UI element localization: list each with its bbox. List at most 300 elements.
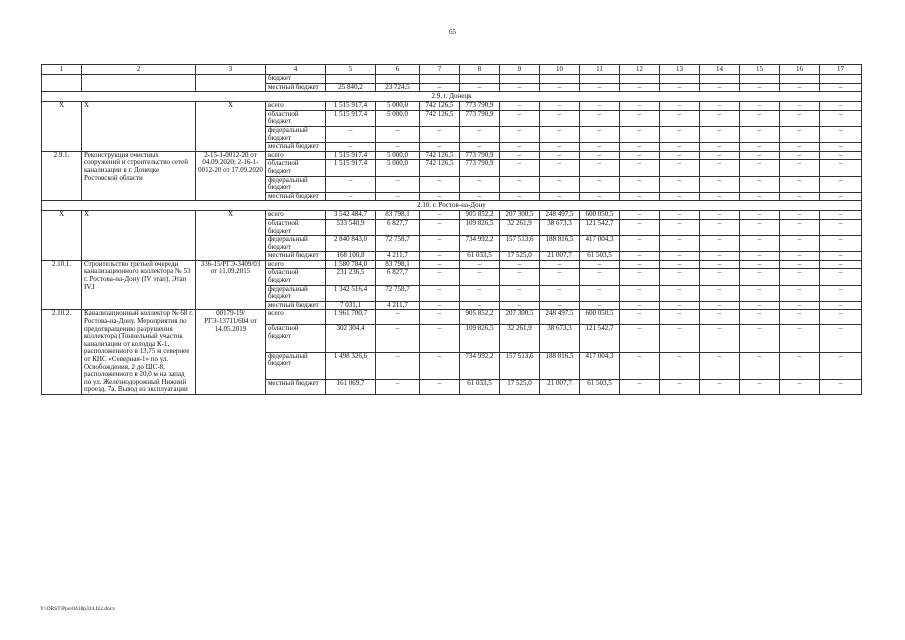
- value-cell: –: [780, 219, 820, 235]
- value-cell: –: [820, 352, 862, 380]
- item-number: 2.9.1.: [42, 151, 82, 201]
- funding-source-label: местный бюджет: [266, 143, 326, 152]
- value-cell: –: [660, 176, 700, 192]
- value-cell: 5 000,0: [376, 151, 420, 160]
- value-cell: 1 515 917,4: [326, 160, 376, 176]
- value-cell: –: [420, 236, 460, 252]
- value-cell: –: [500, 192, 540, 201]
- item-description: [82, 75, 196, 92]
- value-cell: –: [620, 110, 660, 126]
- funding-source-label: местный бюджет: [266, 192, 326, 201]
- value-cell: 38 673,3: [540, 219, 580, 235]
- value-cell: [326, 75, 376, 84]
- value-cell: –: [660, 192, 700, 201]
- value-cell: –: [740, 126, 780, 142]
- value-cell: 1 498 326,6: [326, 352, 376, 380]
- column-number-cell: 1: [42, 65, 82, 75]
- value-cell: –: [820, 269, 862, 285]
- funding-source-label: местный бюджет: [266, 301, 326, 310]
- value-cell: [620, 75, 660, 84]
- value-cell: –: [420, 143, 460, 152]
- value-cell: –: [540, 260, 580, 269]
- value-cell: –: [376, 325, 420, 353]
- value-cell: –: [420, 325, 460, 353]
- value-cell: –: [660, 252, 700, 261]
- value-cell: –: [780, 151, 820, 160]
- item-description: Строительство третьей очереди канализационного коллектора № 53 г. Ростова-на-Дону (IV этап). Этап IV.I: [82, 260, 196, 310]
- value-cell: –: [376, 310, 420, 325]
- value-cell: 6 827,7: [376, 219, 420, 235]
- item-number: 2.10.2.: [42, 310, 82, 395]
- value-cell: –: [660, 219, 700, 235]
- item-document: 2-15-1-0012-20 от 04.09.2020; 2-16-1-0012-20 от 17.09.2020: [196, 151, 266, 201]
- value-cell: –: [500, 260, 540, 269]
- value-cell: 109 826,5: [460, 325, 500, 353]
- value-cell: –: [620, 211, 660, 220]
- value-cell: –: [420, 310, 460, 325]
- value-cell: –: [780, 301, 820, 310]
- value-cell: –: [780, 285, 820, 301]
- value-cell: –: [740, 219, 780, 235]
- value-cell: 773 790,9: [460, 151, 500, 160]
- table-row: [42, 211, 862, 220]
- table-row: [42, 260, 862, 269]
- value-cell: 5 000,0: [376, 102, 420, 111]
- funding-source-label: областной бюджет: [266, 110, 326, 126]
- value-cell: –: [620, 352, 660, 380]
- value-cell: –: [376, 143, 420, 152]
- value-cell: –: [700, 151, 740, 160]
- value-cell: 17 525,0: [500, 380, 540, 395]
- value-cell: –: [620, 219, 660, 235]
- value-cell: –: [700, 160, 740, 176]
- page-number: 65: [449, 28, 456, 36]
- value-cell: 417 004,3: [580, 236, 620, 252]
- value-cell: 742 126,5: [420, 160, 460, 176]
- item-number: [42, 75, 82, 92]
- item-description: X: [82, 211, 196, 261]
- value-cell: 742 126,5: [420, 151, 460, 160]
- value-cell: –: [780, 211, 820, 220]
- value-cell: [700, 75, 740, 84]
- value-cell: –: [780, 269, 820, 285]
- value-cell: –: [460, 143, 500, 152]
- value-cell: 5 000,0: [376, 160, 420, 176]
- value-cell: –: [540, 110, 580, 126]
- value-cell: –: [460, 269, 500, 285]
- value-cell: –: [820, 211, 862, 220]
- value-cell: 600 050,5: [580, 310, 620, 325]
- value-cell: –: [820, 236, 862, 252]
- budget-table: [41, 64, 862, 395]
- value-cell: –: [660, 325, 700, 353]
- item-document: 00179-19/РГЭ-13711/604 от 14.05.2019: [196, 310, 266, 395]
- value-cell: –: [740, 252, 780, 261]
- value-cell: 4 211,7: [376, 252, 420, 261]
- value-cell: –: [580, 110, 620, 126]
- value-cell: –: [580, 269, 620, 285]
- value-cell: –: [700, 102, 740, 111]
- value-cell: –: [500, 102, 540, 111]
- value-cell: 161 069,7: [326, 380, 376, 395]
- value-cell: –: [580, 102, 620, 111]
- value-cell: –: [540, 176, 580, 192]
- column-number-row: [42, 65, 862, 75]
- value-cell: 1 515 917,4: [326, 102, 376, 111]
- value-cell: 61 033,5: [460, 252, 500, 261]
- value-cell: –: [740, 285, 780, 301]
- value-cell: –: [420, 176, 460, 192]
- value-cell: –: [660, 380, 700, 395]
- value-cell: 7 031,1: [326, 301, 376, 310]
- value-cell: –: [500, 83, 540, 92]
- value-cell: –: [660, 126, 700, 142]
- funding-source-label: федеральный бюджет: [266, 236, 326, 252]
- value-cell: 21 007,7: [540, 252, 580, 261]
- value-cell: 121 542,7: [580, 219, 620, 235]
- funding-source-label: федеральный бюджет: [266, 285, 326, 301]
- value-cell: –: [500, 151, 540, 160]
- value-cell: –: [420, 126, 460, 142]
- value-cell: –: [620, 143, 660, 152]
- value-cell: –: [780, 260, 820, 269]
- value-cell: –: [700, 260, 740, 269]
- value-cell: –: [820, 102, 862, 111]
- value-cell: 734 992,2: [460, 236, 500, 252]
- item-number: X: [42, 211, 82, 261]
- value-cell: 83 798,1: [376, 260, 420, 269]
- value-cell: –: [700, 126, 740, 142]
- value-cell: –: [460, 83, 500, 92]
- value-cell: [540, 75, 580, 84]
- value-cell: 72 758,7: [376, 285, 420, 301]
- value-cell: 773 790,9: [460, 160, 500, 176]
- table-row: [42, 310, 862, 325]
- value-cell: –: [740, 110, 780, 126]
- footer-file-path: Y:\ORST\Ppo\0418p324.f22.docx: [40, 606, 115, 612]
- table-body: [42, 65, 862, 395]
- column-number-cell: 12: [620, 65, 660, 75]
- value-cell: 157 513,6: [500, 236, 540, 252]
- funding-source-label: бюджет: [266, 75, 326, 84]
- value-cell: 6 827,7: [376, 269, 420, 285]
- table-row: [42, 75, 862, 84]
- value-cell: –: [700, 143, 740, 152]
- value-cell: –: [660, 352, 700, 380]
- value-cell: –: [700, 269, 740, 285]
- value-cell: –: [620, 285, 660, 301]
- value-cell: 109 826,5: [460, 219, 500, 235]
- value-cell: –: [420, 192, 460, 201]
- value-cell: [820, 75, 862, 84]
- value-cell: –: [540, 151, 580, 160]
- value-cell: –: [700, 252, 740, 261]
- value-cell: –: [780, 236, 820, 252]
- value-cell: 188 816,5: [540, 236, 580, 252]
- section-row: [42, 201, 862, 211]
- value-cell: –: [700, 176, 740, 192]
- value-cell: 61 503,5: [580, 252, 620, 261]
- value-cell: –: [780, 102, 820, 111]
- value-cell: –: [460, 260, 500, 269]
- column-number-cell: 11: [580, 65, 620, 75]
- value-cell: –: [780, 310, 820, 325]
- value-cell: –: [420, 301, 460, 310]
- value-cell: 905 852,2: [460, 211, 500, 220]
- value-cell: –: [740, 160, 780, 176]
- value-cell: –: [700, 236, 740, 252]
- value-cell: –: [500, 269, 540, 285]
- value-cell: –: [660, 160, 700, 176]
- funding-source-label: всего: [266, 310, 326, 325]
- value-cell: –: [580, 160, 620, 176]
- value-cell: 121 542,7: [580, 325, 620, 353]
- value-cell: –: [740, 301, 780, 310]
- value-cell: –: [740, 176, 780, 192]
- value-cell: –: [820, 83, 862, 92]
- value-cell: 742 126,5: [420, 110, 460, 126]
- column-number-cell: 8: [460, 65, 500, 75]
- value-cell: –: [420, 352, 460, 380]
- funding-source-label: всего: [266, 151, 326, 160]
- value-cell: –: [820, 192, 862, 201]
- value-cell: –: [660, 143, 700, 152]
- value-cell: –: [620, 310, 660, 325]
- value-cell: 207 300,5: [500, 310, 540, 325]
- value-cell: –: [420, 252, 460, 261]
- value-cell: –: [820, 325, 862, 353]
- value-cell: –: [780, 380, 820, 395]
- item-document: X: [196, 102, 266, 152]
- item-document: [196, 75, 266, 92]
- funding-source-label: федеральный бюджет: [266, 176, 326, 192]
- value-cell: 32 261,9: [500, 219, 540, 235]
- value-cell: –: [500, 176, 540, 192]
- value-cell: –: [620, 236, 660, 252]
- value-cell: 905 852,2: [460, 310, 500, 325]
- value-cell: –: [660, 310, 700, 325]
- value-cell: –: [620, 192, 660, 201]
- value-cell: –: [820, 380, 862, 395]
- value-cell: –: [740, 102, 780, 111]
- value-cell: –: [740, 192, 780, 201]
- value-cell: –: [326, 176, 376, 192]
- value-cell: –: [700, 380, 740, 395]
- value-cell: –: [820, 160, 862, 176]
- section-title: 2.10. г. Ростов-на-Дону: [42, 201, 862, 211]
- value-cell: –: [580, 126, 620, 142]
- value-cell: –: [820, 301, 862, 310]
- item-document: X: [196, 211, 266, 261]
- value-cell: –: [700, 211, 740, 220]
- value-cell: –: [700, 83, 740, 92]
- value-cell: 4 211,7: [376, 301, 420, 310]
- value-cell: 61 503,5: [580, 380, 620, 395]
- value-cell: –: [580, 151, 620, 160]
- value-cell: –: [420, 285, 460, 301]
- funding-source-label: местный бюджет: [266, 380, 326, 395]
- value-cell: 1 515 917,4: [326, 110, 376, 126]
- value-cell: –: [580, 285, 620, 301]
- value-cell: –: [620, 126, 660, 142]
- funding-source-label: областной бюджет: [266, 219, 326, 235]
- value-cell: 61 033,5: [460, 380, 500, 395]
- value-cell: –: [620, 301, 660, 310]
- value-cell: –: [326, 143, 376, 152]
- column-number-cell: 15: [740, 65, 780, 75]
- value-cell: –: [740, 260, 780, 269]
- column-number-cell: 7: [420, 65, 460, 75]
- value-cell: 231 236,5: [326, 269, 376, 285]
- funding-source-label: областной бюджет: [266, 269, 326, 285]
- value-cell: –: [376, 176, 420, 192]
- value-cell: [376, 75, 420, 84]
- value-cell: –: [620, 325, 660, 353]
- value-cell: –: [820, 219, 862, 235]
- value-cell: –: [820, 252, 862, 261]
- value-cell: –: [700, 352, 740, 380]
- value-cell: 21 007,7: [540, 380, 580, 395]
- value-cell: –: [660, 285, 700, 301]
- value-cell: 1 515 917,4: [326, 151, 376, 160]
- value-cell: –: [780, 160, 820, 176]
- value-cell: 168 100,8: [326, 252, 376, 261]
- value-cell: 157 513,6: [500, 352, 540, 380]
- value-cell: –: [620, 269, 660, 285]
- column-number-cell: 9: [500, 65, 540, 75]
- value-cell: –: [540, 301, 580, 310]
- value-cell: [660, 75, 700, 84]
- value-cell: 734 992,2: [460, 352, 500, 380]
- value-cell: –: [620, 252, 660, 261]
- value-cell: –: [500, 301, 540, 310]
- funding-source-label: федеральный бюджет: [266, 352, 326, 380]
- value-cell: [740, 75, 780, 84]
- item-number: X: [42, 102, 82, 152]
- value-cell: –: [580, 143, 620, 152]
- value-cell: 742 126,5: [420, 102, 460, 111]
- value-cell: –: [420, 269, 460, 285]
- value-cell: –: [660, 260, 700, 269]
- value-cell: –: [460, 126, 500, 142]
- value-cell: –: [620, 176, 660, 192]
- value-cell: –: [780, 126, 820, 142]
- value-cell: 38 673,3: [540, 325, 580, 353]
- value-cell: –: [460, 192, 500, 201]
- column-number-cell: 16: [780, 65, 820, 75]
- value-cell: –: [580, 83, 620, 92]
- value-cell: 72 758,7: [376, 236, 420, 252]
- value-cell: –: [780, 325, 820, 353]
- value-cell: –: [780, 252, 820, 261]
- value-cell: 1 580 784,0: [326, 260, 376, 269]
- value-cell: –: [500, 110, 540, 126]
- value-cell: –: [700, 219, 740, 235]
- value-cell: –: [660, 102, 700, 111]
- value-cell: –: [460, 301, 500, 310]
- value-cell: 25 840,2: [326, 83, 376, 92]
- funding-source-label: местный бюджет: [266, 252, 326, 261]
- value-cell: –: [376, 192, 420, 201]
- value-cell: –: [540, 285, 580, 301]
- item-number: 2.10.1.: [42, 260, 82, 310]
- value-cell: –: [620, 151, 660, 160]
- value-cell: –: [700, 310, 740, 325]
- value-cell: 207 300,5: [500, 211, 540, 220]
- funding-source-label: областной бюджет: [266, 160, 326, 176]
- funding-source-label: местный бюджет: [266, 83, 326, 92]
- value-cell: 533 540,9: [326, 219, 376, 235]
- column-number-cell: 4: [266, 65, 326, 75]
- value-cell: –: [780, 192, 820, 201]
- value-cell: –: [620, 83, 660, 92]
- value-cell: –: [660, 236, 700, 252]
- table-row: [42, 151, 862, 160]
- value-cell: –: [540, 143, 580, 152]
- value-cell: 302 304,4: [326, 325, 376, 353]
- value-cell: –: [620, 260, 660, 269]
- value-cell: –: [780, 110, 820, 126]
- value-cell: –: [820, 151, 862, 160]
- value-cell: –: [820, 310, 862, 325]
- value-cell: [420, 75, 460, 84]
- value-cell: –: [740, 269, 780, 285]
- value-cell: –: [820, 260, 862, 269]
- value-cell: –: [700, 110, 740, 126]
- value-cell: [500, 75, 540, 84]
- value-cell: –: [780, 352, 820, 380]
- funding-source-label: федеральный бюджет: [266, 126, 326, 142]
- value-cell: –: [620, 380, 660, 395]
- value-cell: –: [580, 301, 620, 310]
- value-cell: –: [460, 285, 500, 301]
- column-number-cell: 17: [820, 65, 862, 75]
- value-cell: –: [740, 325, 780, 353]
- value-cell: –: [500, 285, 540, 301]
- value-cell: –: [580, 176, 620, 192]
- item-description: Реконструкция очистных сооружений и строительство сетей канализации в г. Донецке Ростовской области: [82, 151, 196, 201]
- value-cell: 1 342 516,4: [326, 285, 376, 301]
- value-cell: –: [660, 151, 700, 160]
- value-cell: 248 497,5: [540, 211, 580, 220]
- value-cell: –: [740, 236, 780, 252]
- value-cell: –: [660, 110, 700, 126]
- value-cell: –: [326, 192, 376, 201]
- section-title: 2.9. г. Донецк: [42, 92, 862, 102]
- value-cell: 17 525,0: [500, 252, 540, 261]
- value-cell: –: [376, 380, 420, 395]
- value-cell: –: [820, 126, 862, 142]
- value-cell: 2 840 843,0: [326, 236, 376, 252]
- value-cell: –: [660, 211, 700, 220]
- value-cell: 5 000,0: [376, 110, 420, 126]
- item-description: Канализационный коллектор № 68 г. Ростова-на-Дону. Мероприятия по предотвращению разрушения коллектора (Тоннельный участок канализации от колодца К-1, расположенного в 13,75 м севернее от КНС «Северная-1» по ул. Освобождения, 2 до ШС-8, расположенного в 20,0 м на запад по ул. Железнодорожный Нижний проезд, 7а. Вывод из эксплуатации: [82, 310, 196, 395]
- value-cell: 32 261,9: [500, 325, 540, 353]
- value-cell: –: [540, 126, 580, 142]
- value-cell: –: [420, 260, 460, 269]
- value-cell: –: [820, 176, 862, 192]
- value-cell: –: [660, 301, 700, 310]
- item-document: 336-15/РГЭ-3409/03 от 11.09.2015: [196, 260, 266, 310]
- value-cell: 1 961 700,7: [326, 310, 376, 325]
- column-number-cell: 3: [196, 65, 266, 75]
- value-cell: 23 724,5: [376, 83, 420, 92]
- value-cell: –: [740, 211, 780, 220]
- value-cell: –: [820, 285, 862, 301]
- value-cell: –: [326, 126, 376, 142]
- value-cell: –: [580, 192, 620, 201]
- funding-source-label: всего: [266, 102, 326, 111]
